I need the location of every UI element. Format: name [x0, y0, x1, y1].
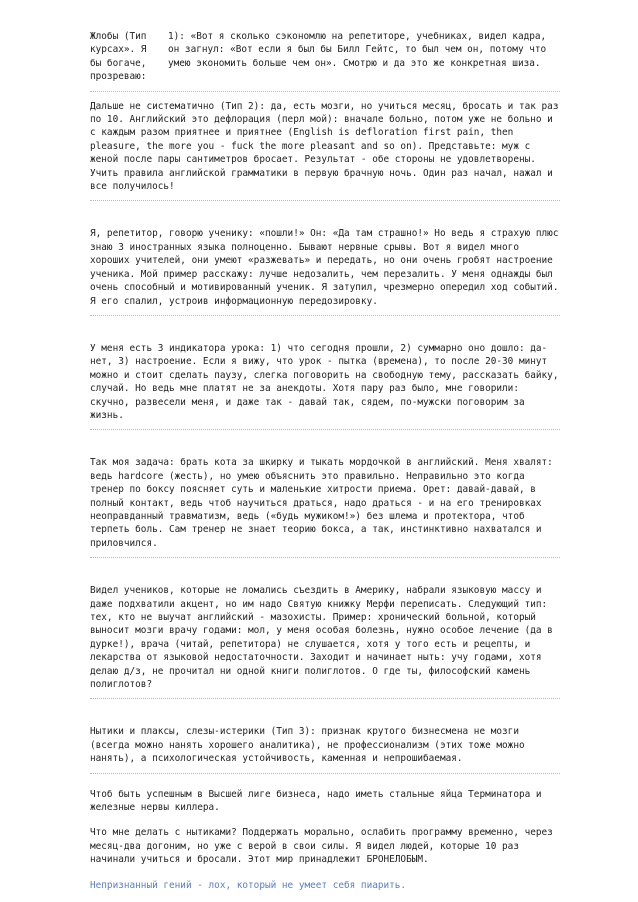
paragraph-terminator: Чтоб быть успешным в Высшей лиге бизнеса, надо иметь стальные яйца Терминатора и железные нервы киллера. [90, 788, 542, 814]
separator [90, 773, 560, 774]
separator [90, 200, 560, 201]
separator [90, 698, 560, 699]
footer-link[interactable]: Непризнанный гений - лох, который не умеет себя пиарить. [90, 879, 407, 891]
paragraph-type-3: Нытики и плаксы, слезы-истерики (Тип 3): признак крутого бизнесмена не мозги (всегда можно нанять хорошего аналитика), не профессионализм (этих тоже можно нанять), а психологическая устойчивость, каменная и непрошибаемая. [90, 726, 525, 765]
separator [90, 315, 560, 316]
intro-paragraph [90, 30, 560, 84]
separator [90, 429, 560, 430]
paragraph-boxing: Так моя задача: брать кота за шкирку и тыкать мордочкой в английский. Меня хвалят: ведь hardcore (жесть), но умею объяснить это правильно. Неправильно это когда тренер по боксу поясняет суть и маленькие хитрости приема. Орет: давай-давай, в полный контакт, ведь чтоб научиться драться, надо драться - и на его тренировках неоправданный травматизм, ведь («будь мужиком!») без шлема и протектора, чтоб терпеть боль. Сам тренер не знает теорию бокса, а так, инстинктивно нахватался и приловчился. [90, 457, 553, 549]
paragraph-whiners: Что мне делать с нытиками? Поддержать морально, ослабить программу временно, через месяц-два догоним, но уже с верой в свои силы. Я видел людей, которые 10 раз начинали учиться и бросали. Этот мир принадлежит БРОНЕЛОБЫМ. [90, 827, 553, 866]
paragraph-tutor: Я, репетитор, говорю ученику: «пошли!» Он: «Да там страшно!» Но ведь я страхую плюс знаю 3 иностранных языка полноценно. Бывают нервные срывы. Вот я видел много хороших учителей, они умеют «разжевать» и передать, но они очень гробят настроение ученика. Мой пример расскажу: лучше недозалить, чем перезалить. У меня однажды был очень способный и мотивированный ученик. Я затупил, чрезмерно опередил ход событий. Я его спалил, устроив информационную передозировку. [90, 228, 559, 307]
separator [90, 91, 560, 92]
intro-label: Жлобы (Тип курсах». Я бы богаче, прозреваю: [90, 31, 147, 83]
separator [90, 557, 560, 558]
paragraph-type-2: Дальше не систематично (Тип 2): да, есть мозги, но учиться месяц, бросать и так раз по 10. Английский это дефлорация (перл мой): вначале больно, потом уже не больно и с каждым разом приятнее и приятнее (English is defloration first pain, then pleasure, the more you - fuck the more pleasant and so on). Представьте: муж с женой после пары сантиметров бросает. Результат - обе стороны не удовлетворены. Учить правила английской грамматики в первую брачную ночь. Один раз начал, нажал и все получилось! [90, 100, 559, 193]
paragraph-masochists: Видел учеников, которые не ломались съездить в Америку, набрали языковую массу и даже подхватили акцент, но им надо Святую книжку Мерфи переписать. Следующий тип: тех, кто не выучат английский - мазохисты. Пример: хронический больной, который выносит мозги врачу годами: мол, у меня особая болезнь, нужно особое лечение (да в дурке!), врача (читай, репетитора) не слушается, хотя у того есть и рецепты, и лекарства от языковой недостаточности. Заходит и начинает ныть: учу годами, хотя делаю д/з, не прочитал ни одной книги полиглотов. О где ты, философский камень полиглотов? [90, 585, 553, 691]
document-page [90, 30, 560, 892]
intro-text: 1): «Вот я сколько сэкономлю на репетиторе, учебниках, видел кадра, он загнул: «Вот если я был бы Билл Гейтс, то был чем он, потому что умею экономить больше чем он». Смотрю и да это же конкретная шиза. [168, 31, 547, 69]
paragraph-indicators: У меня есть 3 индикатора урока: 1) что сегодня прошли, 2) суммарно оно дошло: да-нет, 3) настроение. Если я вижу, что урок - пытка (времена), то после 20-30 минут можно и стоит сделать паузу, слегка поговорить на свободную тему, рассказать байку, случай. Но ведь мне платят не за анекдоты. Хотя пару раз было, мне говорили: скучно, развесели меня, и даже так - давай так, сядем, по-мужски поговорим за жизнь. [90, 342, 559, 421]
